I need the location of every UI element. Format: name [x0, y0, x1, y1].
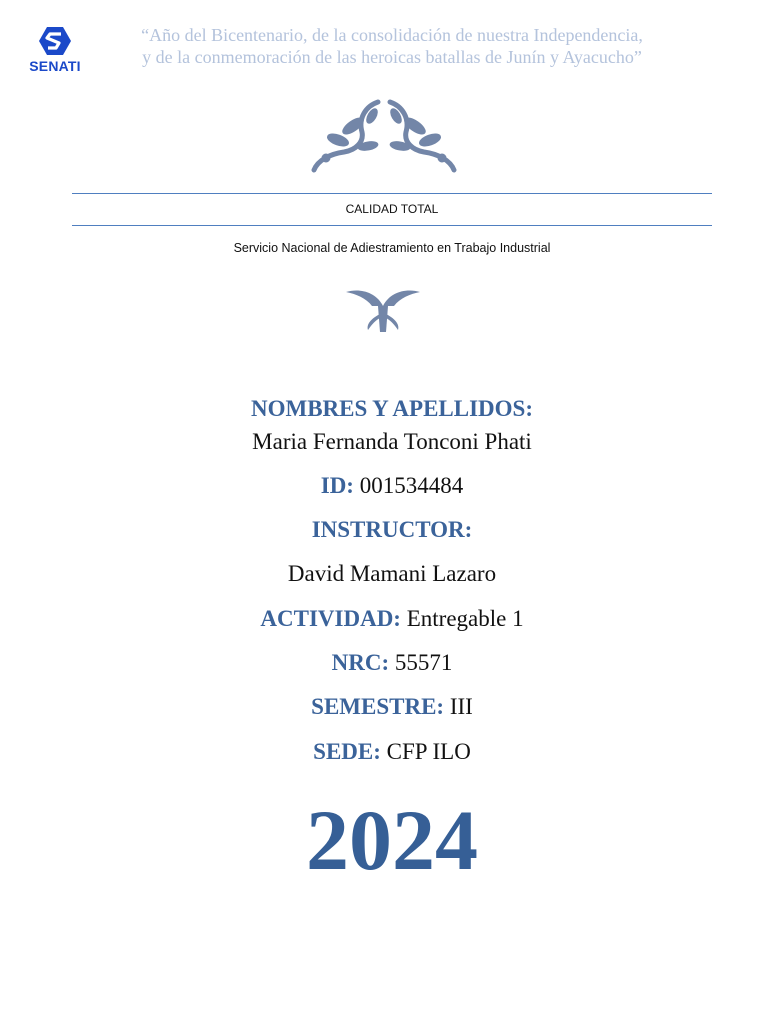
activity-value: Entregable 1 — [406, 606, 524, 631]
activity-label: ACTIVIDAD: — [260, 606, 401, 631]
senati-logo — [24, 26, 86, 74]
quote-line-2: y de la conmemoración de las heroicas batallas de Junín y Ayacucho” — [142, 47, 642, 67]
nrc-label: NRC: — [331, 650, 390, 675]
id-value: 001534484 — [359, 473, 464, 498]
institution-name: Servicio Nacional de Adiestramiento en Trabajo Industrial — [233, 241, 551, 255]
header-quote — [96, 24, 688, 68]
campus-label: SEDE: — [313, 739, 381, 764]
campus-row — [0, 739, 768, 765]
floral-ornament-icon — [308, 96, 460, 174]
name-value: Maria Fernanda Tonconi Phati — [252, 429, 532, 454]
id-label: ID: — [320, 473, 354, 498]
activity-row — [0, 606, 768, 632]
semester-row — [0, 694, 768, 720]
semester-label: SEMESTRE: — [311, 694, 445, 719]
nrc-value: 55571 — [394, 650, 453, 675]
top-rule — [72, 193, 712, 194]
year: 2024 — [306, 792, 478, 888]
id-row — [0, 473, 768, 499]
banner-title: CALIDAD TOTAL — [345, 202, 439, 216]
nrc-row — [0, 650, 768, 676]
senati-emblem-icon — [38, 26, 72, 56]
bottom-rule — [72, 225, 712, 226]
campus-value: CFP ILO — [386, 739, 471, 764]
instructor-label: INSTRUCTOR: — [311, 517, 473, 542]
instructor-value: David Mamani Lazaro — [287, 561, 497, 586]
semester-value: III — [449, 694, 473, 719]
flourish-ornament-icon — [342, 284, 424, 336]
name-label: NOMBRES Y APELLIDOS: — [250, 396, 533, 421]
logo-text: SENATI — [29, 58, 81, 74]
quote-line-1: “Año del Bicentenario, de la consolidación de nuestra Independencia, — [141, 25, 643, 45]
